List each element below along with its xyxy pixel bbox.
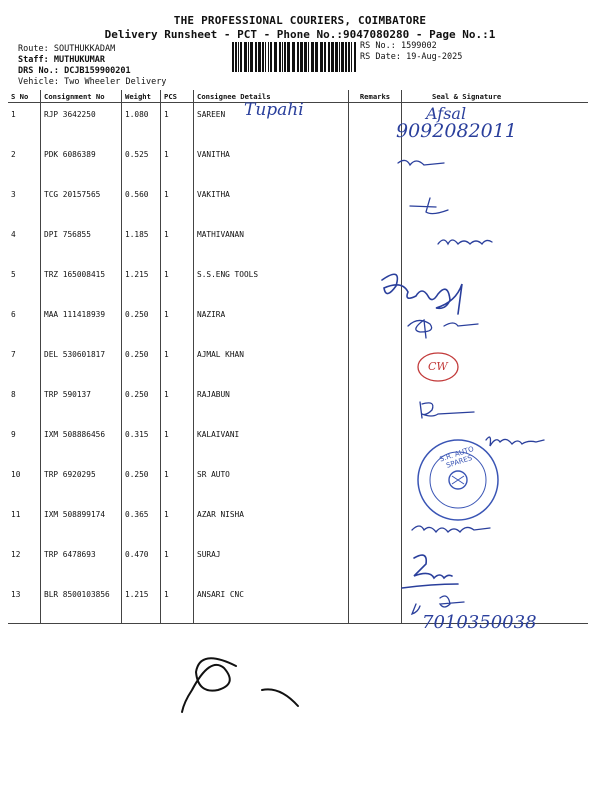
cell-consignee: KALAIVANI	[194, 423, 349, 463]
barcode-bar	[331, 42, 334, 72]
cell-pcs: 1	[161, 303, 194, 343]
cell-sno: 12	[8, 543, 41, 583]
cell-consignment: IXM 508886456	[41, 423, 122, 463]
barcode-bar	[232, 42, 234, 72]
cell-signature	[402, 183, 589, 223]
col-pcs: PCS	[161, 90, 194, 103]
barcode-bar	[339, 42, 340, 72]
barcode-bar	[304, 42, 307, 72]
cell-pcs: 1	[161, 463, 194, 503]
cell-sno: 4	[8, 223, 41, 263]
vehicle-line	[18, 77, 166, 88]
barcode-bar	[345, 42, 347, 72]
barcode-bar	[248, 42, 249, 72]
table-row	[8, 463, 588, 503]
table-row	[8, 143, 588, 183]
cell-weight: 0.250	[122, 463, 161, 503]
cell-signature	[402, 223, 589, 263]
col-consignee: Consignee Details	[194, 90, 349, 103]
cell-sno: 5	[8, 263, 41, 303]
cell-signature	[402, 143, 589, 183]
rs-no-value: 1599002	[400, 41, 437, 51]
barcode-bar	[235, 42, 237, 72]
cell-pcs: 1	[161, 343, 194, 383]
cell-consignment: TRP 590137	[41, 383, 122, 423]
rs-info	[360, 41, 462, 63]
barcode-bar	[324, 42, 326, 72]
cell-consignee: AZAR NISHA	[194, 503, 349, 543]
cell-pcs: 1	[161, 143, 194, 183]
route-value: SOUTHUKKADAM	[53, 44, 116, 54]
table-row	[8, 343, 588, 383]
barcode-bar	[262, 42, 264, 72]
col-signature: Seal & Signature	[402, 90, 589, 103]
cell-signature	[402, 423, 589, 463]
route-line	[18, 44, 166, 55]
barcode-bar	[311, 42, 314, 72]
table-row	[8, 423, 588, 463]
cell-consignee: SURAJ	[194, 543, 349, 583]
barcode-bar	[341, 42, 344, 72]
cell-pcs: 1	[161, 503, 194, 543]
cell-consignment: TCG 20157565	[41, 183, 122, 223]
handwriting-name-row1: Afsal	[426, 104, 467, 123]
cell-consignment: TRZ 165008415	[41, 263, 122, 303]
cell-signature	[402, 263, 589, 303]
bottom-signature	[182, 658, 298, 712]
table-row	[8, 303, 588, 343]
company-title: THE PROFESSIONAL COURIERS, COIMBATORE	[173, 14, 427, 27]
cell-weight: 0.250	[122, 303, 161, 343]
cell-consignee: RAJABUN	[194, 383, 349, 423]
cell-consignment: IXM 508899174	[41, 503, 122, 543]
table-row	[8, 223, 588, 263]
barcode-bar	[287, 42, 290, 72]
drs-value: DCJB159900201	[64, 66, 131, 76]
rs-date-line	[360, 52, 462, 63]
drs-line	[18, 66, 166, 77]
cell-weight: 0.525	[122, 143, 161, 183]
col-consignment: Consignment No	[41, 90, 122, 103]
cell-weight: 0.560	[122, 183, 161, 223]
cell-consignee: AJMAL KHAN	[194, 343, 349, 383]
route-label: Route:	[18, 44, 49, 54]
cell-remarks	[349, 423, 402, 463]
cell-remarks	[349, 583, 402, 624]
cell-consignment: BLR 8500103856	[41, 583, 122, 624]
col-remarks: Remarks	[349, 90, 402, 103]
cell-pcs: 1	[161, 383, 194, 423]
rs-date-label: RS Date:	[360, 52, 401, 62]
cell-signature	[402, 543, 589, 583]
cell-sno: 9	[8, 423, 41, 463]
cell-weight: 0.250	[122, 343, 161, 383]
handwriting-mark-row7: CW	[428, 360, 448, 373]
cell-pcs: 1	[161, 223, 194, 263]
cell-remarks	[349, 103, 402, 144]
cell-remarks	[349, 463, 402, 503]
col-sno: S No	[8, 90, 41, 103]
cell-remarks	[349, 143, 402, 183]
cell-consignment: DPI 756855	[41, 223, 122, 263]
cell-pcs: 1	[161, 183, 194, 223]
cell-weight: 0.365	[122, 503, 161, 543]
cell-sno: 1	[8, 103, 41, 144]
barcode-bar	[320, 42, 323, 72]
barcode-bar	[240, 42, 242, 72]
barcode-bar	[348, 42, 350, 72]
barcode-bar	[274, 42, 277, 72]
cell-signature	[402, 303, 589, 343]
cell-remarks	[349, 223, 402, 263]
cell-pcs: 1	[161, 583, 194, 624]
cell-sno: 3	[8, 183, 41, 223]
barcode-bar	[284, 42, 286, 72]
handwriting-phone-row13: 7010350038	[422, 612, 537, 633]
cell-consignee: MATHIVANAN	[194, 223, 349, 263]
handwriting-phone-row1: 9092082011	[396, 120, 517, 142]
table-row	[8, 503, 588, 543]
route-info	[18, 44, 166, 88]
runsheet-subtitle: Delivery Runsheet - PCT - Phone No.:9047080280 - Page No.:1	[104, 28, 496, 41]
barcode-bar	[308, 42, 309, 72]
col-weight: Weight	[122, 90, 161, 103]
stamp-text: S.R. AUTO SPARES	[438, 444, 475, 470]
cell-consignee: SR AUTO	[194, 463, 349, 503]
barcode-bar	[300, 42, 303, 72]
table-row	[8, 263, 588, 303]
cell-pcs: 1	[161, 263, 194, 303]
barcode-bar	[270, 42, 272, 72]
cell-consignee: SAREEN	[194, 103, 349, 144]
barcode-bar	[279, 42, 281, 72]
cell-remarks	[349, 503, 402, 543]
cell-pcs: 1	[161, 103, 194, 144]
cell-pcs: 1	[161, 423, 194, 463]
cell-sno: 11	[8, 503, 41, 543]
cell-sno: 7	[8, 343, 41, 383]
barcode-bar	[315, 42, 318, 72]
cell-remarks	[349, 543, 402, 583]
cell-remarks	[349, 343, 402, 383]
vehicle-value: Two Wheeler Delivery	[64, 77, 167, 87]
rs-no-label: RS No.:	[360, 41, 396, 51]
cell-weight: 1.215	[122, 583, 161, 624]
cell-remarks	[349, 303, 402, 343]
delivery-table	[8, 90, 588, 624]
cell-sno: 2	[8, 143, 41, 183]
staff-line	[18, 55, 166, 66]
barcode-bar	[297, 42, 299, 72]
cell-weight: 1.080	[122, 103, 161, 144]
cell-remarks	[349, 383, 402, 423]
barcode-bar	[282, 42, 283, 72]
cell-remarks	[349, 263, 402, 303]
barcode-bar	[255, 42, 257, 72]
cell-consignee: VAKITHA	[194, 183, 349, 223]
barcode-bar	[238, 42, 239, 72]
barcode-bar	[265, 42, 266, 72]
table-body	[8, 103, 588, 624]
cell-consignee: NAZIRA	[194, 303, 349, 343]
cell-remarks	[349, 183, 402, 223]
cell-sno: 13	[8, 583, 41, 624]
cell-pcs: 1	[161, 543, 194, 583]
cell-weight: 0.250	[122, 383, 161, 423]
table-row	[8, 383, 588, 423]
barcode-bar	[268, 42, 269, 72]
cell-consignment: TRP 6478693	[41, 543, 122, 583]
vehicle-label: Vehicle:	[18, 77, 59, 87]
cell-sno: 10	[8, 463, 41, 503]
barcode-bar	[328, 42, 330, 72]
cell-signature	[402, 383, 589, 423]
cell-consignee: ANSARI CNC	[194, 583, 349, 624]
staff-value: MUTHUKUMAR	[53, 55, 106, 65]
cell-sno: 6	[8, 303, 41, 343]
cell-consignment: PDK 6086389	[41, 143, 122, 183]
table-row	[8, 543, 588, 583]
rs-date-value: 19-Aug-2025	[406, 52, 463, 62]
cell-signature	[402, 503, 589, 543]
barcode-bar	[292, 42, 295, 72]
drs-label: DRS No.:	[18, 66, 59, 76]
barcode-bar	[335, 42, 338, 72]
cell-consignee: VANITHA	[194, 143, 349, 183]
cell-weight: 1.215	[122, 263, 161, 303]
cell-weight: 1.185	[122, 223, 161, 263]
barcode-bar	[258, 42, 261, 72]
cell-sno: 8	[8, 383, 41, 423]
barcode-bar	[354, 42, 356, 72]
table-row	[8, 183, 588, 223]
cell-consignment: RJP 3642250	[41, 103, 122, 144]
barcode-bar	[250, 42, 253, 72]
cell-consignment: DEL 530601817	[41, 343, 122, 383]
barcode-bar	[244, 42, 247, 72]
rs-no-line	[360, 41, 462, 52]
cell-consignee: S.S.ENG TOOLS	[194, 263, 349, 303]
staff-label: Staff:	[18, 55, 49, 65]
barcode	[232, 42, 356, 72]
cell-consignment: MAA 111418939	[41, 303, 122, 343]
cell-consignment: TRP 6920295	[41, 463, 122, 503]
barcode-bar	[351, 42, 352, 72]
cell-weight: 0.470	[122, 543, 161, 583]
cell-weight: 0.315	[122, 423, 161, 463]
handwriting-note-row1: Tupahi	[244, 100, 304, 120]
